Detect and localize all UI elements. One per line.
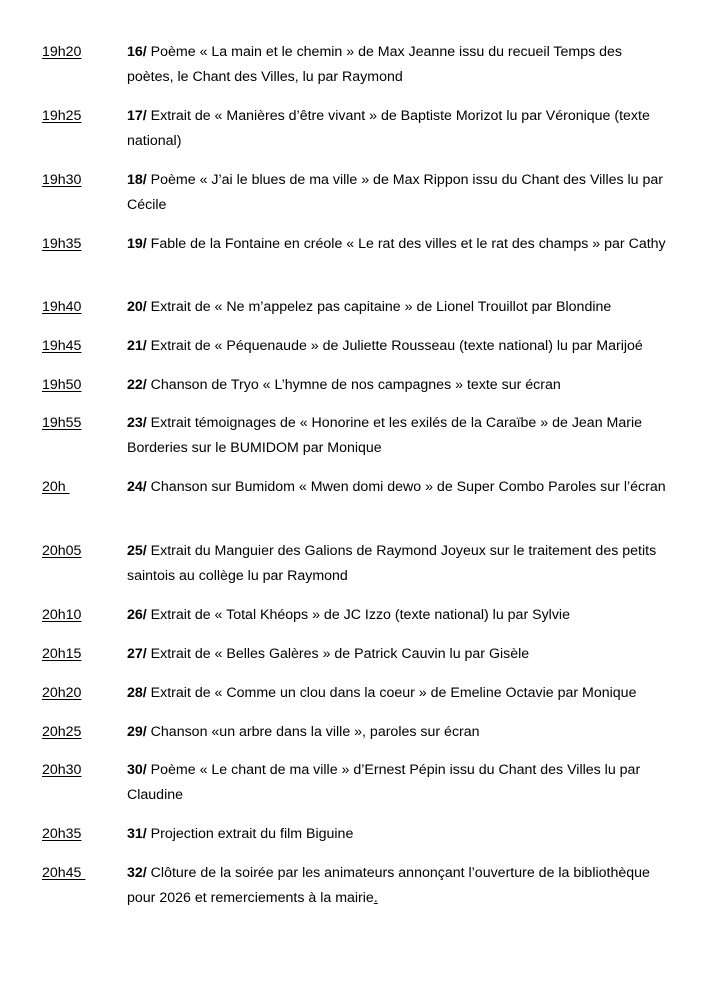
program-entry [42,603,667,642]
entry-description: Fable de la Fontaine en créole « Le rat des villes et le rat des champs » par Cathy [146,236,666,252]
entry-number: 28/ [127,685,147,701]
entry-text [127,373,667,398]
entry-number: 29/ [127,724,147,740]
entry-number: 20/ [127,299,147,315]
entry-description: Extrait de « Ne m’appelez pas capitaine » de Lionel Trouillot par Blondine [146,299,612,315]
entry-number: 24/ [127,479,147,495]
program-entry [42,334,667,373]
program-entry [42,475,667,539]
entry-description: Chanson de Tryo « L’hymne de nos campagnes » texte sur écran [146,377,561,393]
entry-trailing-mark: . [373,890,378,906]
entry-time: 20h30 [42,762,82,778]
entry-description: Extrait de « Manières d’être vivant » de Baptiste Morizot lu par Véronique (texte national) [127,108,650,149]
entry-description: Extrait de « Belles Galères » de Patrick Cauvin lu par Gisèle [146,646,530,662]
entry-description: Poème « Le chant de ma ville » d’Ernest Pépin issu du Chant des Villes lu par Claudine [127,762,641,803]
entry-number: 32/ [127,865,147,881]
entry-description: Extrait de « Total Khéops » de JC Izzo (texte national) lu par Sylvie [146,607,570,623]
entry-number: 25/ [127,543,147,559]
program-entry [42,822,667,861]
entry-text [127,681,667,706]
entry-number: 27/ [127,646,147,662]
entry-number: 30/ [127,762,147,778]
entry-number: 21/ [127,338,147,354]
program-entry [42,295,667,334]
entry-description: Clôture de la soirée par les animateurs annonçant l’ouverture de la bibliothèque pour 2026 et remerciements à la mairie [127,865,650,906]
entry-description: Poème « La main et le chemin » de Max Jeanne issu du recueil Temps des poètes, le Chant des Villes, lu par Raymond [127,44,623,85]
entry-time: 19h30 [42,172,82,188]
entry-number: 22/ [127,377,147,393]
entry-text [127,334,667,359]
entry-text [127,758,667,808]
entry-time: 20h15 [42,646,82,662]
entry-text [127,642,667,667]
entry-text [127,539,667,589]
entry-number: 17/ [127,108,147,124]
entry-time: 20h [42,479,70,495]
entry-time: 19h40 [42,299,82,315]
program-entry [42,720,667,758]
entry-description: Chanson «un arbre dans la ville », paroles sur écran [146,724,480,740]
entry-description: Poème « J’ai le blues de ma ville » de Max Rippon issu du Chant des Villes lu par Cécile [127,172,664,213]
entry-time: 20h25 [42,724,82,740]
entry-time: 20h45 [42,865,86,881]
program-entry [42,168,667,232]
program-entry [42,232,667,295]
program-entry [42,758,667,822]
entry-text [127,411,667,461]
entry-number: 16/ [127,44,147,60]
entry-text [127,822,667,847]
program-entry [42,40,667,104]
entry-description: Extrait du Manguier des Galions de Raymond Joyeux sur le traitement des petits saintois au collège lu par Raymond [127,543,657,584]
entry-time: 20h20 [42,685,82,701]
entry-description: Chanson sur Bumidom « Mwen domi dewo » de Super Combo Paroles sur l’écran [146,479,666,495]
entry-description: Projection extrait du film Biguine [146,826,354,842]
entry-text [127,40,667,90]
entry-time: 19h35 [42,236,82,252]
entry-description: Extrait témoignages de « Honorine et les exilés de la Caraïbe » de Jean Marie Borderies sur le BUMIDOM par Monique [127,415,643,456]
entry-description: Extrait de « Péquenaude » de Juliette Rousseau (texte national) lu par Marijoé [146,338,643,354]
program-entry [42,373,667,411]
entry-time: 20h05 [42,543,82,559]
entry-text [127,104,667,154]
entry-time: 19h20 [42,44,82,60]
program-entry [42,104,667,168]
program-entry [42,861,667,925]
entry-number: 31/ [127,826,147,842]
entry-number: 18/ [127,172,147,188]
entry-text [127,168,667,218]
entry-time: 19h55 [42,415,82,431]
entry-time: 19h50 [42,377,82,393]
entry-text [127,475,667,500]
entry-text [127,295,667,320]
entry-text [127,720,667,745]
entry-text [127,603,667,628]
entry-text [127,232,667,257]
entry-time: 20h10 [42,607,82,623]
program-list [42,40,667,925]
program-entry [42,539,667,603]
program-entry [42,681,667,720]
entry-number: 23/ [127,415,147,431]
entry-time: 20h35 [42,826,82,842]
entry-description: Extrait de « Comme un clou dans la coeur » de Emeline Octavie par Monique [146,685,637,701]
entry-number: 19/ [127,236,147,252]
entry-text [127,861,667,911]
program-entry [42,411,667,475]
program-entry [42,642,667,681]
entry-time: 19h45 [42,338,82,354]
entry-number: 26/ [127,607,147,623]
entry-time: 19h25 [42,108,82,124]
